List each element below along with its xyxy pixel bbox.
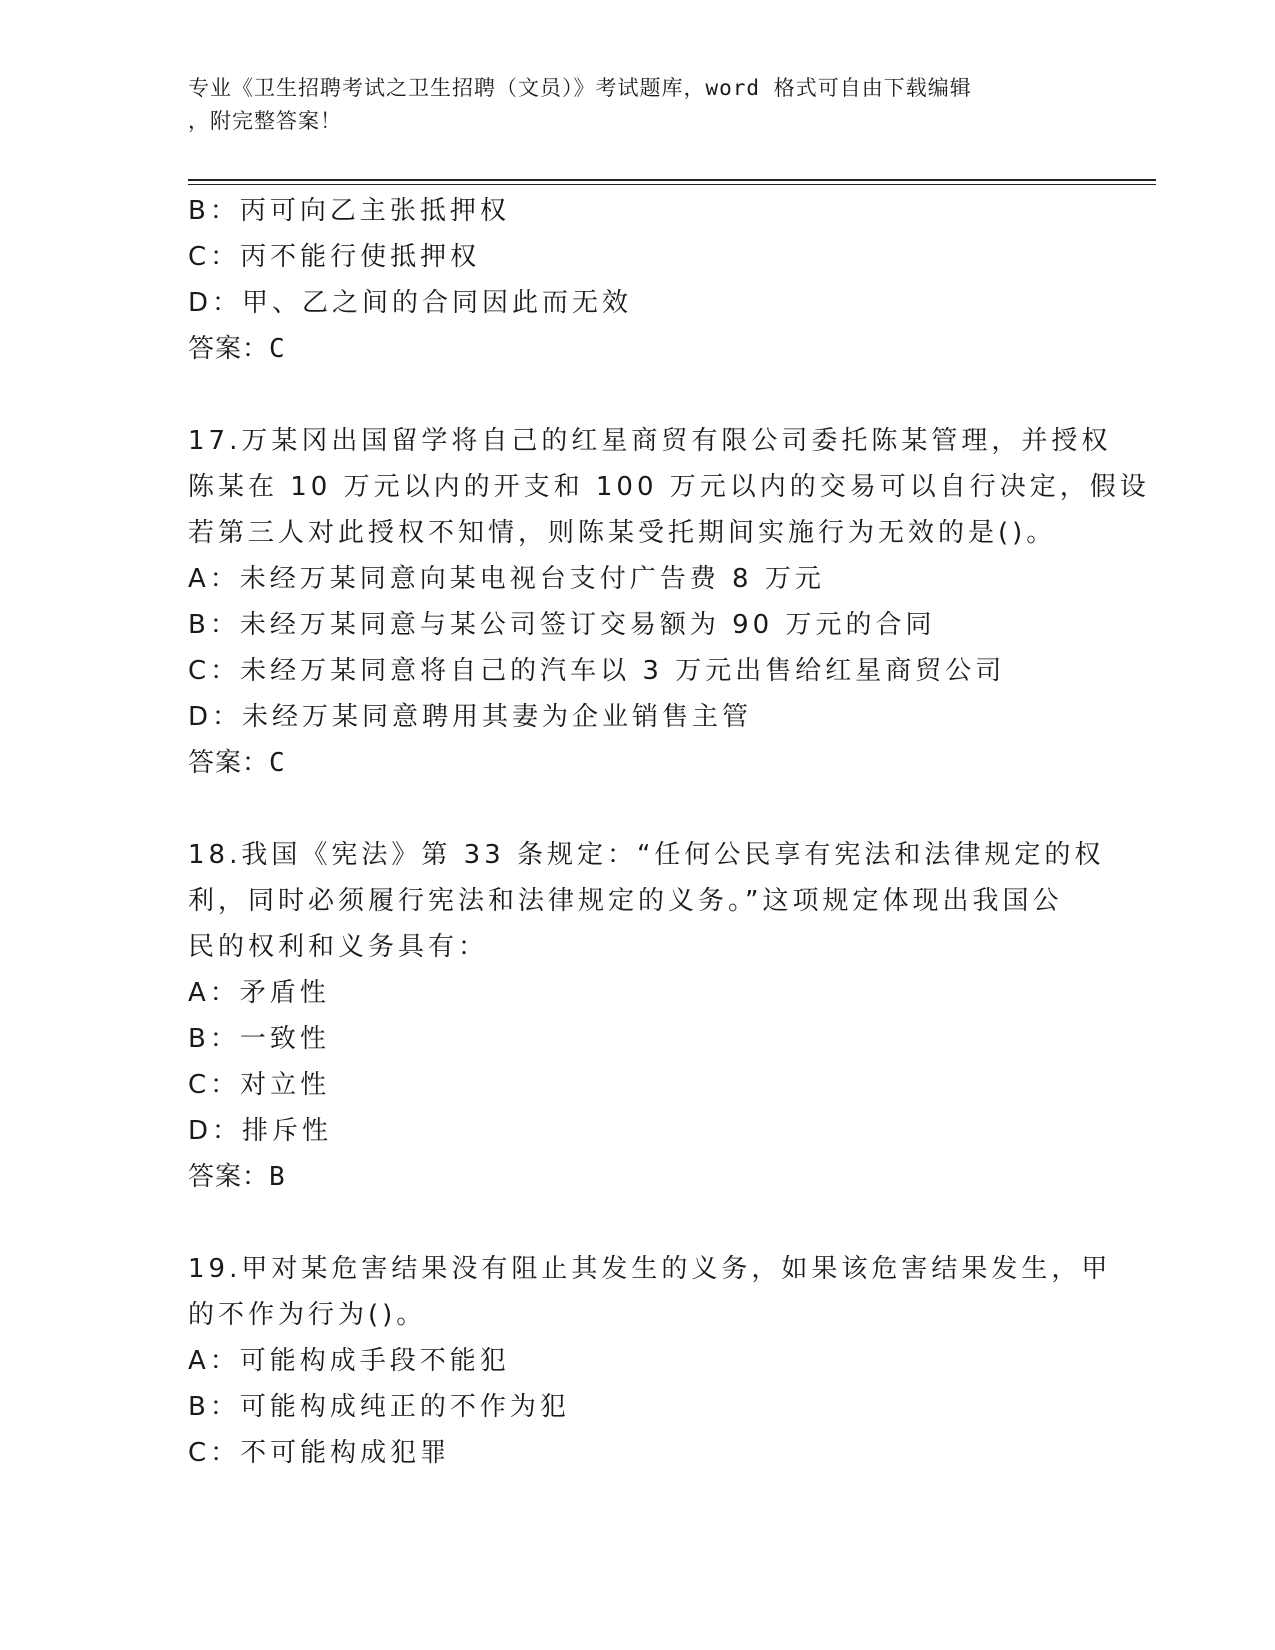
spacer (188, 1200, 1088, 1246)
answer-line: 答案：C (188, 334, 286, 364)
option-c: C：未经万某同意将自己的汽车以 3 万元出售给红星商贸公司 (188, 656, 1006, 686)
header-line-1: 专业《卫生招聘考试之卫生招聘（文员）》考试题库，word 格式可自由下载编辑 (188, 76, 972, 100)
option-c: C：不可能构成犯罪 (188, 1438, 451, 1468)
option-b: B：一致性 (188, 1024, 330, 1054)
question-text-line: 陈某在 10 万元以内的开支和 100 万元以内的交易可以自行决定，假设 (188, 472, 1150, 502)
question-text-line: 18.我国《宪法》第 33 条规定：“任何公民享有宪法和法律规定的权 (188, 840, 1105, 870)
option-d: D：甲、乙之间的合同因此而无效 (188, 288, 633, 318)
option-c: C：丙不能行使抵押权 (188, 242, 481, 272)
question-text-line: 的不作为行为()。 (188, 1300, 427, 1330)
question-text-line: 利，同时必须履行宪法和法律规定的义务。”这项规定体现出我国公 (188, 886, 1063, 916)
answer-line: 答案：C (188, 748, 286, 778)
question-text-line: 17.万某冈出国留学将自己的红星商贸有限公司委托陈某管理，并授权 (188, 426, 1112, 456)
header-rule-thin (188, 184, 1156, 185)
question-18 (188, 832, 1105, 1200)
question-17 (188, 418, 1150, 786)
question-19 (188, 1246, 1112, 1476)
option-c: C：对立性 (188, 1070, 331, 1100)
option-d: D：未经万某同意聘用其妻为企业销售主管 (188, 702, 753, 732)
option-b: B：未经万某同意与某公司签订交易额为 90 万元的合同 (188, 610, 936, 640)
page-header (188, 72, 1068, 138)
header-line-2: ，附完整答案！ (188, 109, 342, 133)
option-b: B：可能构成纯正的不作为犯 (188, 1392, 570, 1422)
option-a: A：可能构成手段不能犯 (188, 1346, 510, 1376)
spacer (188, 372, 1088, 418)
question-text-line: 民的权利和义务具有： (188, 932, 489, 962)
spacer (188, 786, 1088, 832)
question-text-line: 若第三人对此授权不知情，则陈某受托期间实施行为无效的是()。 (188, 518, 1057, 548)
answer-line: 答案：B (188, 1162, 286, 1192)
option-a: A：未经万某同意向某电视台支付广告费 8 万元 (188, 564, 825, 594)
carryover-question (188, 188, 1088, 372)
question-list (188, 188, 1150, 1476)
option-b: B：丙可向乙主张抵押权 (188, 196, 510, 226)
option-a: A：矛盾性 (188, 978, 330, 1008)
option-d: D：排斥性 (188, 1116, 333, 1146)
question-text-line: 19.甲对某危害结果没有阻止其发生的义务，如果该危害结果发生，甲 (188, 1254, 1112, 1284)
header-rule-thick (188, 179, 1156, 181)
